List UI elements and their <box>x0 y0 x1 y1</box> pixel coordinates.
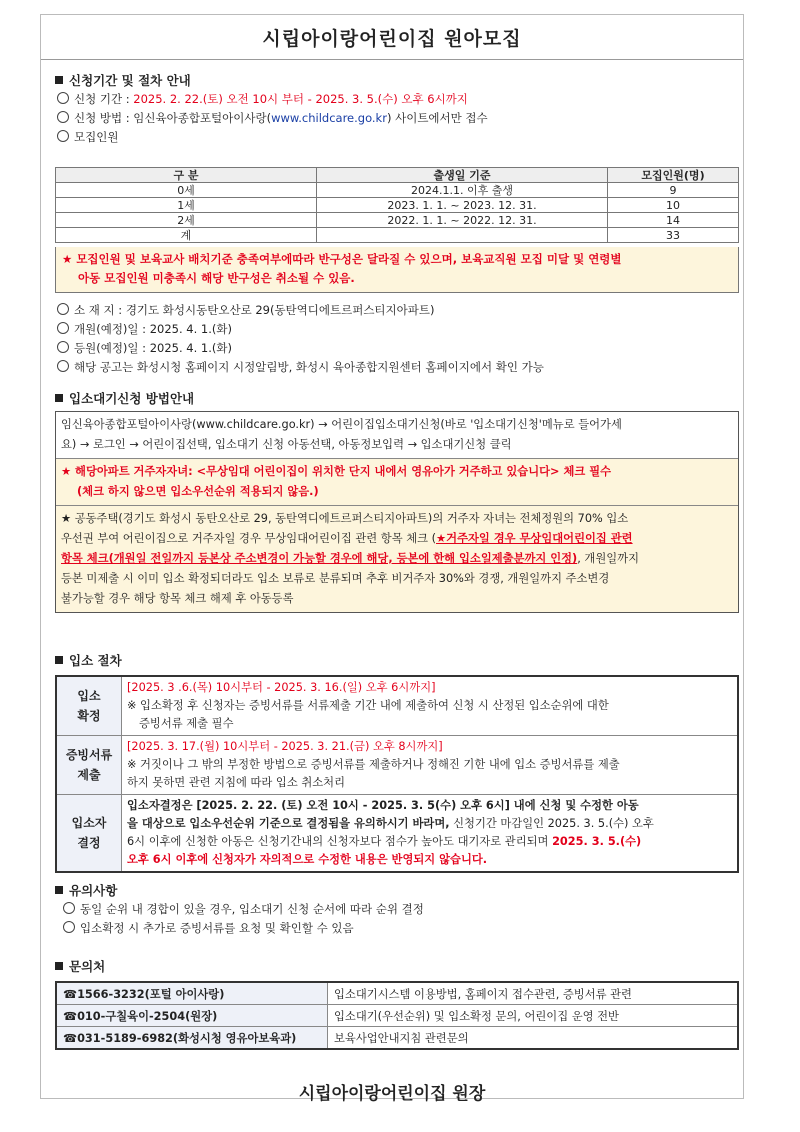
section-heading-contact: 문의처 <box>55 957 105 975</box>
class-composition-note: ★ 모집인원 및 보육교사 배치기준 충족여부에따라 반구성은 달라질 수 있으며, 보육교직원 모집 미달 및 연령별 아동 모집인원 미충족시 해당 반구성은 취소될 수 있음. <box>55 247 739 293</box>
note-item: 동일 순위 내 경합이 있을 경우, 입소대기 신청 순서에 따라 순위 결정 <box>63 901 424 917</box>
table-cell: 2세 <box>56 213 317 228</box>
application-method: 신청 방법 : 임신육아종합포털아이사랑(www.childcare.go.kr) 사이트에서만 접수 <box>57 110 488 126</box>
info-opening-date: 개원(예정)일 : 2025. 4. 1.(화) <box>57 321 232 337</box>
table-cell: 1세 <box>56 198 317 213</box>
contact-topic: 입소대기(우선순위) 및 입소확정 문의, 어린이집 운영 전반 <box>328 1005 739 1027</box>
table-header: 모집인원(명) <box>608 168 739 183</box>
table-row <box>56 1027 738 1050</box>
section-heading-procedure: 입소 절차 <box>55 651 122 669</box>
table-cell <box>317 228 608 243</box>
procedure-label: 입소자 결정 <box>56 795 122 873</box>
table-row <box>56 198 739 213</box>
circle-bullet-icon <box>57 341 69 353</box>
table-cell: 2024.1.1. 이후 출생 <box>317 183 608 198</box>
table-cell: 33 <box>608 228 739 243</box>
info-attendance-date: 등원(예정)일 : 2025. 4. 1.(화) <box>57 340 232 356</box>
childcare-link[interactable]: www.childcare.go.kr <box>271 111 387 125</box>
square-bullet-icon <box>55 76 63 84</box>
square-bullet-icon <box>55 656 63 664</box>
note-item: 입소확정 시 추가로 증빙서류를 요청 및 확인할 수 있음 <box>63 920 354 936</box>
table-cell: 9 <box>608 183 739 198</box>
table-cell: 14 <box>608 213 739 228</box>
table-header: 구 분 <box>56 168 317 183</box>
table-row <box>56 736 738 795</box>
circle-bullet-icon <box>63 921 75 933</box>
circle-bullet-icon <box>57 111 69 123</box>
section-heading-notes: 유의사항 <box>55 881 117 899</box>
circle-bullet-icon <box>57 360 69 372</box>
procedure-detail: [2025. 3. 17.(월) 10시부터 - 2025. 3. 21.(금) 오후 8시까지] ※ 거짓이나 그 밖의 부정한 방법으로 증빙서류를 제출하거나 정해진 기한 내에 입소 증빙서류를 제출 하지 못하면 관련 지침에 따라 입소 취소처리 <box>122 736 739 795</box>
contact-phone[interactable]: ☎010-구칠육이-2504(원장) <box>56 1005 328 1027</box>
square-bullet-icon <box>55 394 63 402</box>
contact-phone[interactable]: ☎1566-3232(포털 아이사랑) <box>56 982 328 1005</box>
circle-bullet-icon <box>57 130 69 142</box>
waitlist-steps: 임신육아종합포털아이사랑(www.childcare.go.kr) → 어린이집입소대기신청(바로 '입소대기신청'메뉴로 들어가세 요) → 로그인 → 어린이집선택, 입소대기 신청 아동선택, 아동정보입력 → 입소대기신청 클릭 <box>61 418 622 451</box>
circle-bullet-icon <box>57 303 69 315</box>
table-row <box>56 676 738 736</box>
table-cell: 10 <box>608 198 739 213</box>
square-bullet-icon <box>55 962 63 970</box>
procedure-detail: [2025. 3 .6.(목) 10시부터 - 2025. 3. 16.(일) 오후 6시까지] ※ 입소확정 후 신청자는 증빙서류를 서류제출 기간 내에 제출하여 신청 시 산정된 입소순위에 대한 증빙서류 제출 필수 <box>122 676 739 736</box>
page-title: 시립아이랑어린이집 원아모집 <box>41 15 743 60</box>
contact-topic: 입소대기시스템 이용방법, 홈페이지 접수관련, 증빙서류 관련 <box>328 982 739 1005</box>
recruitment-table <box>55 167 739 243</box>
procedure-table <box>55 675 739 873</box>
contact-table <box>55 981 739 1050</box>
info-notice-source: 해당 공고는 화성시청 홈페이지 시정알림방, 화성시 육아종합지원센터 홈페이지에서 확인 가능 <box>57 359 544 375</box>
table-cell: 계 <box>56 228 317 243</box>
info-address: 소 재 지 : 경기도 화성시동탄오산로 29(동탄역디에트르퍼스티지아파트) <box>57 302 434 318</box>
table-cell: 0세 <box>56 183 317 198</box>
signature-footer: 시립아이랑어린이집 원장 <box>298 1084 486 1104</box>
contact-phone[interactable]: ☎031-5189-6982(화성시청 영유아보육과) <box>56 1027 328 1050</box>
circle-bullet-icon <box>57 322 69 334</box>
table-header: 출생일 기준 <box>317 168 608 183</box>
priority-notice: ★ 공동주택(경기도 화성시 동탄오산로 29, 동탄역디에트르퍼스티지아파트)의 거주자 자녀는 전체정원의 70% 입소 우선권 부여 어린이집으로 거주자일 경우 무상임대어린이집 관련 항목 체크 (★거주자일 경우 무상임대어린이집 관련 항목 체크(개원일 전일까지 등본상 주소변경이 가능할 경우에 해당, 등본에 한해 입소일제출분까지 인정), 개원일까지 등본 미제출 시 이미 입소 확정되더라도 입소 보류로 분류되며 추후 비거주자 30%와 경쟁, 개원일까지 주소변경 불가능할 경우 해당 항목 체크 해제 후 아동등록 <box>56 505 738 612</box>
procedure-detail: 입소자결정은 [2025. 2. 22. (토) 오전 10시 - 2025. 3. 5(수) 오후 6시] 내에 신청 및 수정한 아동 을 대상으로 입소우선순위 기준으로 결정됨을 유의하시기 바라며, 신청기간 마감일인 2025. 3. 5.(수) 오후 6시 이후에 신청한 아동은 신청기간내의 신청자보다 점수가 높아도 대기자로 관리되며 2025. 3. 5.(수) 오후 6시 이후에 신청자가 자의적으로 수정한 내용은 반영되지 않습니다. <box>122 795 739 873</box>
table-row <box>56 213 739 228</box>
section-heading-application: 신청기간 및 절차 안내 <box>55 71 191 89</box>
table-row <box>56 795 738 873</box>
procedure-label: 입소 확정 <box>56 676 122 736</box>
resident-notice: ★ 해당아파트 거주자자녀: <무상임대 어린이집이 위치한 단지 내에서 영유아가 거주하고 있습니다> 체크 필수 (체크 하지 않으면 입소우선순위 적용되지 않음.) <box>56 458 738 505</box>
table-row <box>56 1005 738 1027</box>
circle-bullet-icon <box>57 92 69 104</box>
square-bullet-icon <box>55 886 63 894</box>
waitlist-box <box>55 411 739 613</box>
application-period: 신청 기간 : 2025. 2. 22.(토) 오전 10시 부터 - 2025. 3. 5.(수) 오후 6시까지 <box>57 91 468 107</box>
table-row <box>56 183 739 198</box>
section-heading-waitlist: 입소대기신청 방법안내 <box>55 389 194 407</box>
table-cell: 2022. 1. 1. ~ 2022. 12. 31. <box>317 213 608 228</box>
circle-bullet-icon <box>63 902 75 914</box>
table-cell: 2023. 1. 1. ~ 2023. 12. 31. <box>317 198 608 213</box>
recruit-label: 모집인원 <box>57 129 118 145</box>
contact-topic: 보육사업안내지침 관련문의 <box>328 1027 739 1050</box>
table-row <box>56 228 739 243</box>
notice-page <box>40 14 744 1104</box>
procedure-label: 증빙서류 제출 <box>56 736 122 795</box>
table-row <box>56 982 738 1005</box>
